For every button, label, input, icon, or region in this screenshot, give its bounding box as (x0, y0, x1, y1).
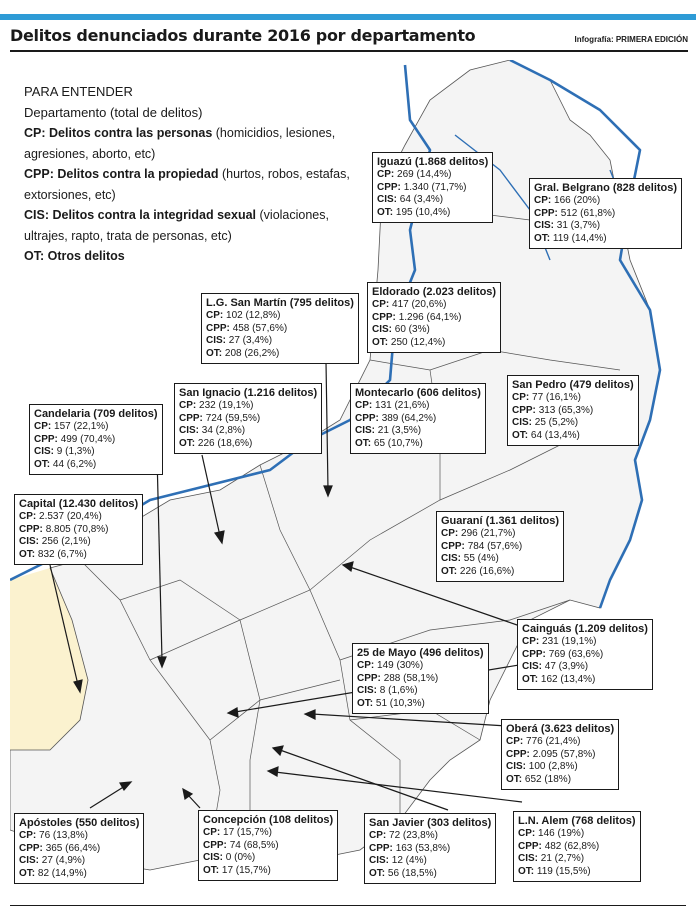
row-value: 76 (13,8%) (39, 830, 88, 841)
row-value: 131 (21,6%) (375, 400, 430, 411)
row-ot (357, 698, 484, 711)
row-cpp (506, 749, 614, 762)
row-ot (34, 459, 158, 472)
row-key: CPP: (206, 322, 230, 334)
row-ot (372, 337, 496, 350)
row-cis (179, 425, 317, 438)
row-cis (355, 425, 481, 438)
row-value: 250 (12,4%) (390, 336, 446, 348)
row-value: 65 (10,7%) (373, 437, 423, 449)
row-cpp (512, 405, 634, 418)
row-cpp (534, 208, 677, 221)
row-cis (377, 194, 488, 207)
row-cis (19, 536, 138, 549)
row-ot (534, 233, 677, 246)
row-key: CIS: (518, 853, 538, 864)
row-key: CIS: (206, 335, 226, 346)
row-value: 458 (57,6%) (232, 322, 288, 334)
row-key: OT: (522, 673, 539, 685)
legend (24, 82, 364, 267)
legend-label: Delitos contra las personas (49, 126, 213, 140)
legend-label: Delitos contra la integridad sexual (52, 208, 257, 222)
row-cpp (206, 323, 354, 336)
row-value: 17 (15,7%) (223, 827, 272, 838)
row-key: CIS: (369, 855, 389, 866)
row-value: 776 (21,4%) (526, 736, 581, 747)
row-cp (355, 400, 481, 413)
row-key: CPP: (512, 404, 536, 416)
row-key: CPP: (179, 412, 203, 424)
callout-title: Capital (12.430 delitos) (19, 498, 139, 510)
row-key: CP: (534, 195, 552, 206)
row-value: 21 (3,5%) (377, 425, 422, 436)
callout-san-pedro (507, 375, 639, 446)
top-accent-bar (0, 14, 696, 20)
callout-title: Cainguás (1.209 delitos) (522, 623, 648, 635)
row-cp (518, 828, 636, 841)
callout-apostoles (14, 813, 144, 884)
callout-title: Gral. Belgrano (828 delitos) (534, 182, 678, 194)
callout-san-ignacio (174, 383, 322, 454)
callout-title: Oberá (3.623 delitos) (506, 723, 615, 735)
row-key: OT: (206, 347, 223, 359)
row-key: CP: (357, 660, 375, 671)
row-cp (179, 400, 317, 413)
row-cp (19, 830, 139, 843)
row-value: 389 (64,2%) (381, 412, 437, 424)
legend-detail: (violaciones, ultrajes, rapto, trata de personas, etc) (24, 208, 329, 243)
row-cis (357, 685, 484, 698)
row-value: 64 (3,4%) (399, 194, 444, 205)
row-ot (203, 865, 333, 878)
callout-gral-belgrano (529, 178, 682, 249)
row-key: CP: (19, 830, 37, 841)
row-cpp (203, 840, 333, 853)
row-cpp (355, 413, 481, 426)
row-key: CP: (522, 636, 540, 647)
row-value: 652 (18%) (524, 773, 572, 785)
callout-title: Concepción (108 delitos) (203, 814, 334, 826)
row-cis (372, 324, 496, 337)
row-cp (357, 660, 484, 673)
row-value: 34 (2,8%) (201, 425, 246, 436)
row-key: CP: (369, 830, 387, 841)
row-key: CPP: (441, 540, 465, 552)
row-key: CPP: (357, 672, 381, 684)
row-value: 296 (21,7%) (461, 528, 516, 539)
row-ot (19, 868, 139, 881)
row-value: 56 (18,5%) (387, 867, 437, 879)
callout-iguazu (372, 152, 493, 223)
row-cp (522, 636, 648, 649)
row-value: 269 (14,4%) (397, 169, 452, 180)
row-value: 1.296 (64,1%) (398, 311, 462, 323)
row-cp (372, 299, 496, 312)
callout-title: San Javier (303 delitos) (369, 817, 492, 829)
callout-title: Candelaria (709 delitos) (34, 408, 158, 420)
row-value: 27 (3,4%) (228, 335, 273, 346)
callout-ln-alem (513, 811, 641, 882)
row-value: 47 (3,9%) (544, 661, 589, 672)
row-key: CPP: (522, 648, 546, 660)
callout-title: L.N. Alem (768 delitos) (518, 815, 636, 827)
row-value: 2.095 (57,8%) (532, 748, 596, 760)
row-ot (506, 774, 614, 787)
row-key: OT: (506, 773, 523, 785)
row-key: CIS: (203, 852, 223, 863)
callout-guarani (436, 511, 564, 582)
row-cp (206, 310, 354, 323)
row-value: 12 (4%) (391, 855, 427, 866)
row-key: CP: (377, 169, 395, 180)
row-key: CP: (179, 400, 197, 411)
legend-item-cis (24, 205, 364, 246)
row-value: 163 (53,8%) (395, 842, 451, 854)
row-value: 482 (62,8%) (544, 840, 600, 852)
row-ot (206, 348, 354, 361)
callout-lg-san-martin (201, 293, 359, 364)
row-key: CP: (372, 299, 390, 310)
row-value: 417 (20,6%) (392, 299, 447, 310)
row-key: CIS: (34, 446, 54, 457)
page-title: Delitos denunciados durante 2016 por departamento (10, 26, 476, 45)
callout-title: Montecarlo (606 delitos) (355, 387, 481, 399)
legend-subheading: Departamento (total de delitos) (24, 104, 203, 120)
footer-rule (10, 905, 686, 906)
legend-heading: PARA ENTENDER (24, 84, 133, 99)
row-value: 232 (19,1%) (199, 400, 254, 411)
row-value: 31 (3,7%) (556, 220, 601, 231)
row-value: 365 (66,4%) (45, 842, 101, 854)
callout-title: San Pedro (479 delitos) (512, 379, 634, 391)
row-cis (522, 661, 648, 674)
row-key: OT: (377, 206, 394, 218)
row-value: 119 (14,4%) (552, 232, 607, 244)
legend-item-ot (24, 246, 364, 267)
row-cp (506, 736, 614, 749)
row-cis (206, 335, 354, 348)
row-cp (377, 169, 488, 182)
callout-san-javier (364, 813, 496, 884)
row-ot (19, 549, 138, 562)
row-key: CP: (506, 736, 524, 747)
row-value: 499 (70,4%) (60, 433, 116, 445)
row-key: CIS: (355, 425, 375, 436)
row-value: 100 (2,8%) (528, 761, 578, 772)
row-key: OT: (19, 867, 36, 879)
row-cpp (522, 649, 648, 662)
row-value: 8.805 (70,8%) (45, 523, 109, 535)
row-key: CPP: (19, 842, 43, 854)
row-value: 208 (26,2%) (224, 347, 280, 359)
legend-key: CPP: (24, 167, 54, 181)
row-value: 769 (63,6%) (548, 648, 604, 660)
row-value: 313 (65,3%) (538, 404, 594, 416)
row-key: CPP: (506, 748, 530, 760)
row-key: CPP: (34, 433, 58, 445)
row-key: OT: (34, 458, 51, 470)
row-value: 74 (68,5%) (229, 839, 279, 851)
row-value: 1.340 (71,7%) (403, 181, 467, 193)
row-key: OT: (369, 867, 386, 879)
callout-title: L.G. San Martín (795 delitos) (206, 297, 354, 309)
row-key: CP: (355, 400, 373, 411)
row-value: 832 (6,7%) (37, 548, 87, 560)
row-ot (377, 207, 488, 220)
row-ot (355, 438, 481, 451)
row-value: 17 (15,7%) (221, 864, 271, 876)
row-value: 195 (10,4%) (395, 206, 451, 218)
row-cp (369, 830, 491, 843)
row-cpp (518, 841, 636, 854)
row-key: OT: (357, 697, 374, 709)
callout-title: San Ignacio (1.216 delitos) (179, 387, 318, 399)
row-value: 8 (1,6%) (379, 685, 418, 696)
row-cp (34, 421, 158, 434)
row-value: 226 (18,6%) (197, 437, 253, 449)
row-value: 55 (4%) (463, 553, 499, 564)
row-cpp (372, 312, 496, 325)
row-cpp (441, 541, 559, 554)
row-key: CIS: (372, 324, 392, 335)
row-key: OT: (512, 429, 529, 441)
legend-label: Delitos contra la propiedad (57, 167, 219, 181)
row-cp (441, 528, 559, 541)
row-key: OT: (372, 336, 389, 348)
row-value: 146 (19%) (538, 828, 585, 839)
row-value: 27 (4,9%) (41, 855, 86, 866)
row-key: CPP: (518, 840, 542, 852)
row-cpp (34, 434, 158, 447)
row-key: CIS: (19, 536, 39, 547)
legend-item-cpp (24, 164, 364, 205)
row-value: 149 (30%) (377, 660, 424, 671)
row-value: 9 (1,3%) (56, 446, 95, 457)
row-cis (34, 446, 158, 459)
row-key: CIS: (441, 553, 461, 564)
row-value: 60 (3%) (394, 324, 430, 335)
row-key: CP: (206, 310, 224, 321)
row-cis (534, 220, 677, 233)
row-ot (369, 868, 491, 881)
row-key: CPP: (377, 181, 401, 193)
row-cis (369, 855, 491, 868)
row-value: 784 (57,6%) (467, 540, 523, 552)
row-ot (522, 674, 648, 687)
row-key: OT: (518, 865, 535, 877)
row-key: OT: (534, 232, 551, 244)
callout-title: Guaraní (1.361 delitos) (441, 515, 559, 527)
row-value: 44 (6,2%) (52, 458, 97, 470)
row-value: 724 (59,5%) (205, 412, 261, 424)
row-value: 162 (13,4%) (540, 673, 596, 685)
row-key: CP: (203, 827, 221, 838)
row-cpp (19, 843, 139, 856)
callout-25-de-mayo (352, 643, 489, 714)
callout-cainguas (517, 619, 653, 690)
row-key: CPP: (534, 207, 558, 219)
row-value: 0 (0%) (225, 852, 256, 863)
row-value: 72 (23,8%) (389, 830, 438, 841)
callout-title: 25 de Mayo (496 delitos) (357, 647, 484, 659)
row-value: 119 (15,5%) (536, 865, 591, 877)
row-cp (512, 392, 634, 405)
row-key: CIS: (522, 661, 542, 672)
row-value: 2.537 (20,4%) (39, 511, 102, 522)
row-value: 64 (13,4%) (530, 429, 580, 441)
row-ot (512, 430, 634, 443)
legend-detail: (homicidios, lesiones, agresiones, aborto, etc) (24, 126, 336, 161)
row-cpp (19, 524, 138, 537)
row-key: OT: (179, 437, 196, 449)
row-value: 102 (12,8%) (226, 310, 281, 321)
callout-concepcion (198, 810, 338, 881)
row-key: CIS: (19, 855, 39, 866)
legend-detail: (hurtos, robos, estafas, extorsiones, etc) (24, 167, 350, 202)
row-key: CP: (518, 828, 536, 839)
legend-label: Otros delitos (47, 249, 125, 263)
row-key: CPP: (355, 412, 379, 424)
row-cis (506, 761, 614, 774)
row-cpp (357, 673, 484, 686)
row-key: OT: (203, 864, 220, 876)
row-cis (203, 852, 333, 865)
callout-title: Eldorado (2.023 delitos) (372, 286, 497, 298)
row-key: CPP: (369, 842, 393, 854)
credit-label: Infografía: PRIMERA EDICIÓN (574, 35, 688, 44)
row-key: CIS: (506, 761, 526, 772)
row-key: CIS: (534, 220, 554, 231)
row-value: 226 (16,6%) (459, 565, 515, 577)
row-key: CP: (19, 511, 37, 522)
row-key: CP: (441, 528, 459, 539)
row-cpp (369, 843, 491, 856)
row-value: 77 (16,1%) (532, 392, 581, 403)
row-key: CPP: (203, 839, 227, 851)
row-cpp (179, 413, 317, 426)
row-value: 166 (20%) (554, 195, 601, 206)
page-header (10, 24, 688, 52)
row-cp (203, 827, 333, 840)
row-key: OT: (441, 565, 458, 577)
row-key: CP: (34, 421, 52, 432)
legend-key: CIS: (24, 208, 49, 222)
row-key: CP: (512, 392, 530, 403)
row-key: CIS: (512, 417, 532, 428)
legend-key: CP: (24, 126, 46, 140)
legend-key: OT: (24, 249, 45, 263)
row-value: 288 (58,1%) (383, 672, 439, 684)
callout-capital (14, 494, 143, 565)
row-cis (512, 417, 634, 430)
row-cpp (377, 182, 488, 195)
row-key: CIS: (179, 425, 199, 436)
row-key: CIS: (377, 194, 397, 205)
row-value: 231 (19,1%) (542, 636, 597, 647)
callout-obera (501, 719, 619, 790)
row-cp (534, 195, 677, 208)
row-key: CPP: (372, 311, 396, 323)
row-value: 25 (5,2%) (534, 417, 579, 428)
callout-montecarlo (350, 383, 486, 454)
row-key: OT: (19, 548, 36, 560)
row-value: 21 (2,7%) (540, 853, 585, 864)
row-ot (518, 866, 636, 879)
row-value: 157 (22,1%) (54, 421, 109, 432)
callout-title: Iguazú (1.868 delitos) (377, 156, 489, 168)
row-value: 512 (61,8%) (560, 207, 616, 219)
row-value: 82 (14,9%) (37, 867, 87, 879)
row-cis (518, 853, 636, 866)
row-ot (441, 566, 559, 579)
callout-candelaria (29, 404, 163, 475)
callout-eldorado (367, 282, 501, 353)
row-value: 51 (10,3%) (375, 697, 425, 709)
row-ot (179, 438, 317, 451)
callout-title: Apóstoles (550 delitos) (19, 817, 140, 829)
row-cis (19, 855, 139, 868)
row-key: CIS: (357, 685, 377, 696)
row-cp (19, 511, 138, 524)
row-key: CPP: (19, 523, 43, 535)
row-value: 256 (2,1%) (41, 536, 91, 547)
row-key: OT: (355, 437, 372, 449)
row-cis (441, 553, 559, 566)
legend-item-cp (24, 123, 364, 164)
